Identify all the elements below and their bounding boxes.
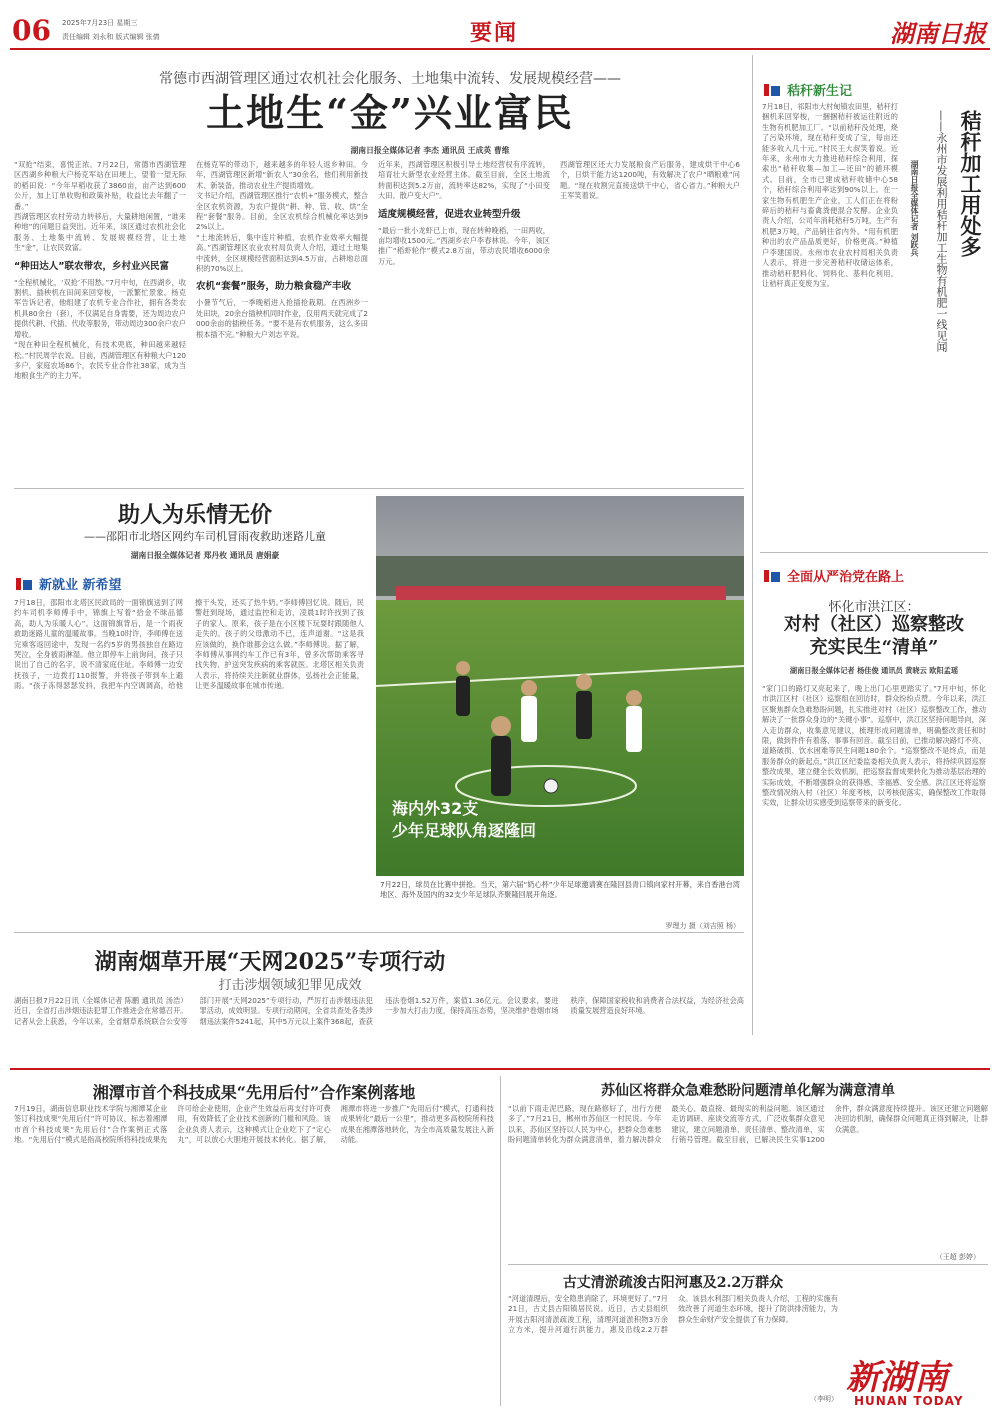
right2-tag-label: 全面从严治党在路上 xyxy=(787,570,905,585)
divider-mid xyxy=(14,932,744,933)
bottom-divider xyxy=(500,1076,501,1406)
lead-para-7: “土地流转后，集中连片种植，农机作业效率大幅提高。”西湖管理区农业农村局负责人介绍，通过土地集中流转，全区规模经营面积达到4.5万亩，占耕地总面积的70%以上。 xyxy=(196,232,368,274)
right1-byline: 湖南日报全媒体记者 刘跃兵 xyxy=(910,160,919,257)
right2-title-1: 对村（社区）巡察整改 xyxy=(784,614,964,635)
lead-para-6: 文书记介绍，西湖管理区推行“农机+”服务模式，整合全区农机资源，为农户提供“耕、种、管、收、烘”全程“套餐”服务。目前，全区农机综合机械化率达到92%以上。 xyxy=(196,191,368,232)
story3-subtitle: 打击涉烟领域犯罪见成效 xyxy=(218,978,362,993)
right2-byline: 湖南日报全媒体记者 杨佳俊 通讯员 黄晓云 欧阳孟瑶 xyxy=(789,666,959,675)
story5-body: “以前下雨走泥巴路，现在路修好了，出行方便多了。”7月21日，郴州市苏仙区一村民说。今年以来，苏仙区坚持以人民为中心，把群众急难愁盼问题清单转化为群众满意清单，着力解决群众最关心、最直接、最现实的利益问题。该区通过走访调研、座谈交流等方式，广泛收集群众意见建议，建立问题清单、责任清单、整改清单，实行销号管理。截至目前，已解决民生实事1200余件，群众满意度持续提升。该区还建立问题解决回访机制，确保群众问题真正得到解决，让群众满意。 xyxy=(508,1104,988,1145)
lead-column-2 xyxy=(196,160,368,480)
divider-story5 xyxy=(508,1264,988,1265)
lead-column-1 xyxy=(14,160,186,480)
story5-credit: （王超 彭婷） xyxy=(935,1253,980,1261)
lead-para-4: “现在种田全程机械化，有技术兜底，种田越来越轻松。”村民周学农说。目前，西湖管理区有种粮大户120多户，家庭农场86个，农民专业合作社38家，成为当地粮食生产的主力军。 xyxy=(14,340,186,381)
right1-tag xyxy=(764,80,852,99)
right2-body: “家门口的路灯又亮起来了，晚上出门心里更踏实了。”7月中旬，怀化市洪江区村（社区）巡察组在回访时，群众纷纷点赞。今年以来，洪江区聚焦群众急难愁盼问题，扎实推进对村（社区）巡察整改工作，推动解决了一批群众身边的“关键小事”。巡察中，洪江区坚持问题导向，深入走访群众，收集意见建议，梳理形成问题清单，明确整改责任和时限，做到件件有着落、事事有回音。截至目前，已推动解决路灯不亮、道路破损、饮水困难等民生问题180余个。“巡察整改不是终点，而是服务群众的新起点。”洪江区纪委监委相关负责人表示，将持续巩固巡察整改成果，建立健全长效机制，把巡察监督成果转化为推动基层治理的实际成效，不断增强群众的获得感、幸福感、安全感。洪江区还将巡察整改情况纳入村（社区）年度考核，以考核促落实，确保整改工作取得实效，让群众切实感受到巡察带来的新变化。 xyxy=(762,684,986,808)
lead-para-9: 近年来，西湖管理区积极引导土地经营权有序流转，培育壮大新型农业经营主体。截至目前，全区土地流转面积达到5.2万亩，流转率达82%，实现了“小田变大田、散户变大户”。 xyxy=(378,160,550,201)
story6-credit: （李明） xyxy=(810,1395,838,1403)
story2-tag-label: 新就业 新希望 xyxy=(39,578,122,593)
lead-kicker: 常德市西湖管理区通过农机社会化服务、土地集中流转、发展规模经营—— xyxy=(159,71,621,87)
lead-para-3: “全程机械化，‘双抢’不用愁。”7月中旬，在西湖乡，收割机、插秧机在田间来回穿梭，一派繁忙景象。杨克军告诉记者，他组建了农机专业合作社，拥有各类农机具80余台（套），不仅满足自身需要，还为周边农户提供代耕、代插、代收等服务，带动周边300余户农户增收。 xyxy=(14,277,186,339)
story2-kicker: ——邵阳市北塔区网约车司机冒雨夜救助迷路儿童 xyxy=(84,530,326,543)
divider-lead xyxy=(14,488,744,489)
right1-kicker: ——永州市发展利用秸秆加工生物有机肥一线见闻 xyxy=(935,110,948,352)
bottom-rule xyxy=(10,1068,990,1070)
lead-para-8: 小暑节气后，一季晚稻进入抢插抢栽期。在西洲乡一处田块，20余台插秧机同时作业，仅用两天就完成了2000余亩的插秧任务。“要不是有农机服务，这么多田根本插不完。”种粮大户刘志平说。 xyxy=(196,298,368,339)
lead-column-4 xyxy=(560,160,740,480)
photo-caption: 7月22日，球员在比赛中拼抢。当天，第六届“奶心杯”少年足球邀请赛在隆回县青口镇向家村开幕，来自香港台湾地区、海外及国内的32支少年足球队齐聚隆回展开角逐。 xyxy=(380,880,740,900)
right1-body-top: 7月18日，祁阳市大村甸镇农田里，秸秆打捆机来回穿梭，一捆捆秸秆被运往附近的生物有机肥加工厂。“以前秸秆没处理，烧了污染环境，现在秸秆变成了宝，每亩还能多收入几十元。”村民王大叔笑着说。近年来，永州市大力推进秸秆综合利用，探索出“秸秆收集—加工—还田”的循环模式。目前，全市已建成秸秆收储中心58个，秸秆综合利用率达到90%以上。在一家生物有机肥生产企业，工人们正在将粉碎后的秸秆与畜禽粪便混合发酵。企业负责人介绍，公司年消耗秸秆5万吨，生产有机肥3万吨，产品销往省内外。“用有机肥种出的农产品品质更好，价格更高。”种植户李建国说。永州市农业农村局相关负责人表示，将进一步完善秸秆收储运体系，推动秸秆肥料化、饲料化、基料化利用，让秸秆真正变废为宝。 xyxy=(762,102,898,288)
right1-title: 秸秆加工用处多 xyxy=(958,110,983,257)
right-column-divider xyxy=(752,55,753,1035)
story2-body: 7月18日，邵阳市北塔区民政局的一面锦旗送到了网约车司机李师傅手中，锦旗上写着“拾金不昧品德高，助人为乐暖人心”。这面锦旗背后，是一个雨夜救助迷路儿童的温暖故事。当晚10时许，李师傅在送完乘客返回途中，发现一名约5岁的男孩独自在路边哭泣，全身被雨淋湿。他立即停车上前询问，孩子只说出了自己的名字，说不清家庭住址。李师傅一边安抚孩子，一边拨打110报警，并将孩子带到车上避雨。“孩子冻得瑟瑟发抖，我把车内空调调高，给他擦干头发，还买了热牛奶。”李师傅回忆说。随后，民警赶到现场，通过监控和走访，凌晨1时许找到了孩子的家人。原来，孩子是在小区楼下玩耍时跟随他人走失的。孩子的父母激动不已，连声道谢。“这是我应该做的，换作谁都会这么做。”李师傅说。据了解，李师傅从事网约车工作已有3年，曾多次帮助乘客寻找失物、护送突发疾病的乘客就医。北塔区相关负责人表示，将持续关注新就业群体，弘扬社会正能量，让更多温暖故事在城市传递。 xyxy=(14,598,364,691)
lead-column-3 xyxy=(378,160,550,480)
footer-brand-en: HUNAN TODAY xyxy=(854,1394,964,1408)
divider-right xyxy=(760,552,988,553)
tag-icon xyxy=(764,83,782,97)
lead-subhead-3: 适度规模经营，促进农业转型升级 xyxy=(378,208,521,220)
lead-para-2: 西湖管理区农村劳动力转移后，大量耕地闲置，“谁来种地”的问题日益突出。近年来，该区通过农机社会化服务、土地集中流转、发展规模经营，让土地生“金”，让农民致富。 xyxy=(14,212,186,253)
lead-para-1: “双抢”结束，喜悦正浓。7月22日，常德市西湖管理区西湖乡种粮大户杨克军站在田埂上，望着一望无际的稻田说：“今年早稻收获了3860亩，亩产达到600公斤，加上订单收购和政策补贴，收益比去年翻了一番。” xyxy=(14,160,186,211)
right2-title-2: 充实民生“清单” xyxy=(809,637,939,658)
date-line: 2025年7月23日 星期三 xyxy=(62,19,138,27)
lead-subhead-2: 农机“套餐”服务，助力粮食稳产丰收 xyxy=(196,281,351,293)
lead-para-5: 在杨克军的带动下，越来越多的年轻人返乡种田。今年，西湖管理区新增“新农人”30余名，他们利用新技术、新装备，推动农业生产提质增效。 xyxy=(196,160,368,190)
right2-kicker: 怀化市洪江区： xyxy=(828,600,920,615)
story2-title: 助人为乐情无价 xyxy=(117,502,272,528)
story6-title: 古丈清淤疏浚古阳河惠及2.2万群众 xyxy=(562,1275,784,1291)
header-rule xyxy=(10,48,990,50)
story2-byline: 湖南日报全媒体记者 郑丹枚 通讯员 唐娟豪 xyxy=(130,551,280,560)
editors-line: 责任编辑 刘永和 版式编辑 张倩 xyxy=(62,33,160,41)
story3-body: 湖南日报7月22日讯（全媒体记者 陈鹏 通讯员 汤浩）近日，全省打击涉烟违法犯罪工作推进会在常德召开。记者从会上获悉，今年以来，全省烟草系统联合公安等部门开展“天网2025”专项行动，严厉打击涉烟违法犯罪活动，成效明显。专项行动期间，全省共查处各类涉烟违法案件5241起，其中5万元以上案件368起，查获违法卷烟1.52万件，案值1.36亿元。会议要求，要进一步加大打击力度，保持高压态势，坚决维护卷烟市场秩序，保障国家税收和消费者合法权益，为经济社会高质量发展营造良好环境。 xyxy=(14,996,744,1026)
tag-icon xyxy=(16,577,34,591)
page-number: 06 xyxy=(12,14,51,47)
football-photo xyxy=(376,496,744,876)
footer-brand-cn: 新湖南 xyxy=(846,1358,948,1398)
lead-subhead-1: “种田达人”联农带农，乡村业兴民富 xyxy=(14,260,169,272)
lead-para-11: 西湖管理区还大力发展粮食产后服务，建成烘干中心6个，日烘干能力达1200吨，有效解决了农户“晒粮难”问题。“现在收割完直接送烘干中心，省心省力。”种粮大户王军笑着说。 xyxy=(560,160,740,201)
story2-tag xyxy=(16,574,122,593)
story5-title: 苏仙区将群众急难愁盼问题清单化解为满意清单 xyxy=(601,1083,895,1099)
story6-body: “河道清理后，安全隐患消除了，环境更好了。”7月21日，古丈县古阳镇居民说。近日，古丈县组织开展古阳河清淤疏浚工程，清理河道淤积物3万余立方米，提升河道行洪能力，惠及沿线2.2万群众。该县水利部门相关负责人介绍，工程的实施有效改善了河道生态环境，提升了防洪排涝能力，为群众生命财产安全提供了有力保障。 xyxy=(508,1294,838,1335)
story4-title: 湘潭市首个科技成果“先用后付”合作案例落地 xyxy=(92,1083,416,1102)
photo-overlay-title-2: 少年足球队角逐隆回 xyxy=(392,821,537,840)
photo-overlay-title-1: 海内外32支 xyxy=(392,799,479,818)
tag-icon xyxy=(764,569,782,583)
right2-tag xyxy=(764,566,904,585)
right1-tag-label: 秸秆新生记 xyxy=(787,84,853,99)
lead-para-10: “最后一批小龙虾已上市，现在转种晚稻，一田两收，亩均增收1500元。”西湖乡农户李春林说。今年，该区推广“稻虾轮作”模式2.8万亩，带动农民增收6000余万元。 xyxy=(378,225,550,266)
story4-body: 7月19日，湖南信息职业技术学院与湘潭某企业签订科技成果“先用后付”许可协议，标志着湘潭市首个科技成果“先用后付”合作案例正式落地。“先用后付”模式是指高校院所将科技成果先许可给企业使用，企业产生效益后再支付许可费用，有效降低了企业技术创新的门槛和风险。该企业负责人表示，这种模式让企业吃下了“定心丸”，可以放心大胆地开展技术转化。据了解，湘潭市将进一步推广“先用后付”模式，打通科技成果转化“最后一公里”，推动更多高校院所科技成果在湘潭落地转化，为全市高质量发展注入新动能。 xyxy=(14,1104,494,1145)
lead-title: 土地生“金”兴业富民 xyxy=(206,90,574,135)
lead-byline: 湖南日报全媒体记者 李杰 通讯员 王成英 曹维 xyxy=(350,146,510,155)
story3-title: 湖南烟草开展“天网2025”专项行动 xyxy=(94,949,446,975)
photo-credit: 罗理力 摄（刘吉照 杨） xyxy=(665,922,740,930)
masthead: 湖南日报 xyxy=(890,19,986,48)
section-title: 要闻 xyxy=(470,20,519,46)
